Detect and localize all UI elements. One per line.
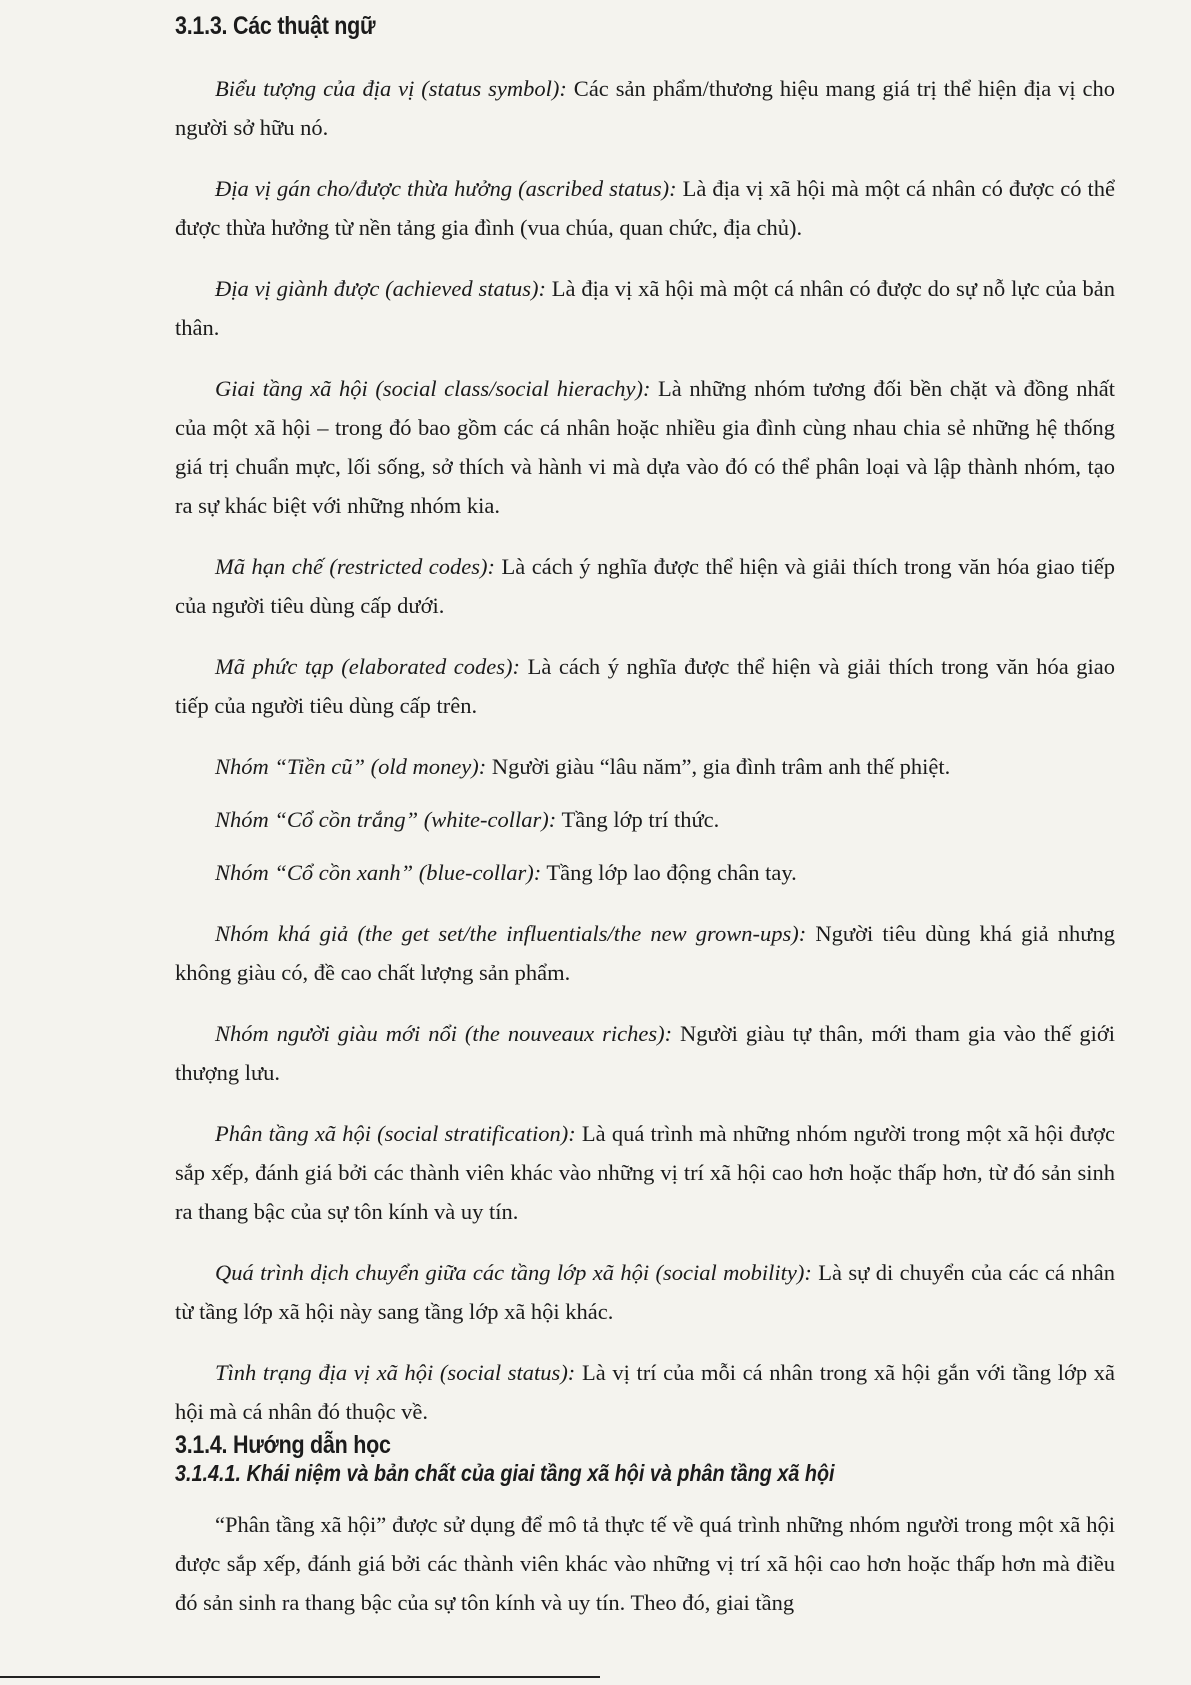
term-social-status xyxy=(175,1353,1115,1431)
term-restricted-codes xyxy=(175,547,1115,625)
term-definition: Các sản phẩm/thương hiệu mang giá trị thể hiện địa vị cho người sở hữu nó. xyxy=(175,76,1115,140)
term-definition: Là cách ý nghĩa được thể hiện và giải thích trong văn hóa giao tiếp của người tiêu dùng cấp trên. xyxy=(175,654,1115,718)
term-label: Mã phức tạp (elaborated codes): xyxy=(215,654,521,679)
body-paragraph: “Phân tầng xã hội” được sử dụng để mô tả thực tế về quá trình những nhóm người trong một xã hội được sắp xếp, đánh giá bởi các thành viên khác vào những vị trí xã hội cao hơn hoặc thấp hơn mà điều đó sản sinh ra thang bậc của sự tôn kính và uy tín. Theo đó, giai tầng xyxy=(175,1512,1115,1615)
term-old-money xyxy=(175,747,1115,786)
term-label: Quá trình dịch chuyển giữa các tầng lớp xã hội (social mobility): xyxy=(215,1260,812,1285)
section-heading-3-1-4: 3.1.4. Hướng dẫn học xyxy=(175,1431,391,1459)
section-heading-3-1-3: 3.1.3. Các thuật ngữ xyxy=(175,12,376,40)
term-definition: Là sự di chuyển của các cá nhân từ tầng lớp xã hội này sang tầng lớp xã hội khác. xyxy=(175,1260,1115,1324)
term-definition: Là địa vị xã hội mà một cá nhân có được do sự nỗ lực của bản thân. xyxy=(175,276,1115,340)
document-page xyxy=(175,12,1115,1622)
term-definition: Là cách ý nghĩa được thể hiện và giải thích trong văn hóa giao tiếp của người tiêu dùng cấp dưới. xyxy=(175,554,1115,618)
term-label: Địa vị giành được (achieved status): xyxy=(215,276,546,301)
term-label: Biểu tượng của địa vị (status symbol): xyxy=(215,76,567,101)
term-social-class xyxy=(175,369,1115,525)
term-ascribed-status xyxy=(175,169,1115,247)
term-elaborated-codes xyxy=(175,647,1115,725)
term-influentials xyxy=(175,914,1115,992)
term-white-collar xyxy=(175,800,1115,839)
term-social-mobility xyxy=(175,1253,1115,1331)
term-achieved-status xyxy=(175,269,1115,347)
term-label: Địa vị gán cho/được thừa hưởng (ascribed status): xyxy=(215,176,677,201)
term-label: Nhóm người giàu mới nổi (the nouveaux riches): xyxy=(215,1021,673,1046)
term-definition: Người tiêu dùng khá giả nhưng không giàu có, đề cao chất lượng sản phẩm. xyxy=(175,921,1115,985)
term-definition: Tầng lớp trí thức. xyxy=(556,807,720,832)
term-nouveaux-riches xyxy=(175,1014,1115,1092)
term-label: Nhóm “Cổ cồn xanh” (blue-collar): xyxy=(215,860,542,885)
term-status-symbol xyxy=(175,69,1115,147)
term-label: Phân tầng xã hội (social stratification): xyxy=(215,1121,576,1146)
term-definition: Là vị trí của mỗi cá nhân trong xã hội gắn với tầng lớp xã hội mà cá nhân đó thuộc về. xyxy=(175,1360,1115,1424)
term-label: Nhóm khá giả (the get set/the influentials/the new grown-ups): xyxy=(215,921,807,946)
term-blue-collar xyxy=(175,853,1115,892)
term-label: Nhóm “Cổ cồn trắng” (white-collar): xyxy=(215,807,557,832)
term-definition: Là quá trình mà những nhóm người trong một xã hội được sắp xếp, đánh giá bởi các thành viên khác vào những vị trí xã hội cao hơn hoặc thấp hơn, từ đó sản sinh ra thang bậc của sự tôn kính và uy tín. xyxy=(175,1121,1115,1224)
term-definition: Người giàu tự thân, mới tham gia vào thế giới thượng lưu. xyxy=(175,1021,1115,1085)
term-definition: Người giàu “lâu năm”, gia đình trâm anh thế phiệt. xyxy=(486,754,951,779)
subsection-heading-3-1-4-1: 3.1.4.1. Khái niệm và bản chất của giai tầng xã hội và phân tầng xã hội xyxy=(175,1460,835,1486)
term-definition: Là địa vị xã hội mà một cá nhân có được có thể được thừa hưởng từ nền tảng gia đình (vua chúa, quan chức, địa chủ). xyxy=(175,176,1115,240)
term-definition: Tầng lớp lao động chân tay. xyxy=(541,860,797,885)
term-social-stratification xyxy=(175,1114,1115,1231)
term-label: Tình trạng địa vị xã hội (social status): xyxy=(215,1360,576,1385)
term-definition: Là những nhóm tương đối bền chặt và đồng nhất của một xã hội – trong đó bao gồm các cá nhân hoặc nhiều gia đình cùng nhau chia sẻ những hệ thống giá trị chuẩn mực, lối sống, sở thích và hành vi mà dựa vào đó có thể phân loại và lập thành nhóm, tạo ra sự khác biệt với những nhóm kia. xyxy=(175,376,1115,518)
term-label: Mã hạn chế (restricted codes): xyxy=(215,554,496,579)
footer-rule xyxy=(0,1676,600,1678)
term-label: Nhóm “Tiền cũ” (old money): xyxy=(215,754,487,779)
term-label: Giai tầng xã hội (social class/social hierachy): xyxy=(215,376,651,401)
